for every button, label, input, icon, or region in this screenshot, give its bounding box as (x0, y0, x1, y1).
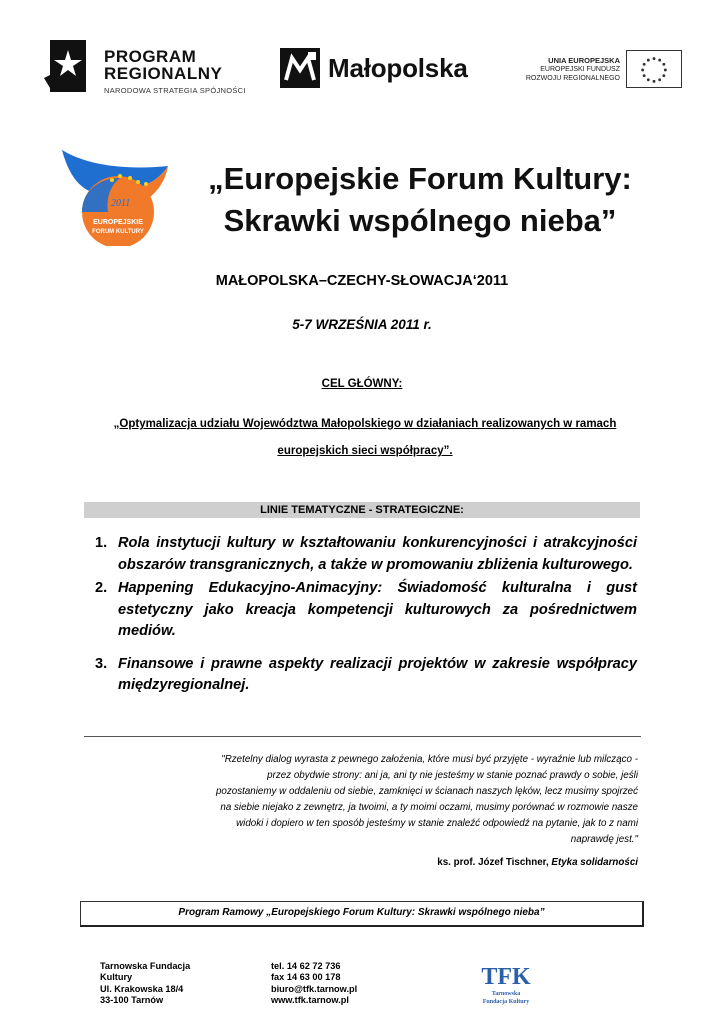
page-title (170, 158, 670, 242)
event-date: 5-7 WRZEŚNIA 2011 r. (292, 317, 432, 332)
title-line1: „Europejskie Forum Kultury: (208, 161, 632, 196)
quote-line: przez obydwie strony: ani ja, ani ty nie jesteśmy w stanie poznać prawdy o sobie, jeśli (267, 770, 638, 781)
program-regionalny-star-icon (40, 38, 96, 94)
thematic-lines-list (95, 533, 637, 697)
malopolska-wordmark: Małopolska (328, 53, 468, 83)
footer-email-link[interactable]: biuro@tfk.tarnow.pl (271, 983, 358, 994)
eu-flag-icon (626, 50, 682, 88)
goal-heading: CEL GŁÓWNY: (321, 378, 403, 390)
quote-work: Etyka solidarności (551, 857, 638, 868)
forum-logo-line2: FORUM KULTURY (92, 229, 144, 235)
thematic-lines-heading: LINIE TEMATYCZNE - STRATEGICZNE: (84, 502, 640, 518)
eu-line1: UNIA EUROPEJSKA (548, 56, 620, 65)
footer-address-line: Tarnowska Fundacja (100, 961, 191, 971)
footer-website-link[interactable]: www.tfk.tarnow.pl (271, 995, 349, 1006)
malopolska-mark-icon (280, 48, 320, 88)
tfk-logo-mark: TFK (481, 964, 531, 990)
footer-address-line: Ul. Krakowska 18/4 (100, 983, 184, 994)
eu-logo (512, 50, 684, 90)
list-item (95, 533, 637, 576)
quote-line: naprawdę jest." (570, 834, 638, 845)
quote (150, 752, 638, 848)
quote-author: ks. prof. Józef Tischner, (437, 857, 549, 868)
tfk-logo-line1: Tarnowska (491, 991, 521, 997)
eu-line2: EUROPEJSKI FUNDUSZ (540, 66, 620, 73)
footer-address-line: Kultury (100, 972, 133, 983)
footer-address (100, 961, 190, 1007)
list-item-text: Rola instytucji kultury w kształtowaniu konkurencyjności i atrakcyjności obszarów transgranicznych, a także w promowaniu zbliżenia kulturowego. (118, 535, 637, 573)
list-item-number: 2. (95, 580, 108, 596)
quote-citation (330, 857, 638, 868)
footer-address-line: 33-100 Tarnów (100, 995, 164, 1006)
program-box (80, 901, 644, 927)
quote-line: widoki i dopiero w ten sposób jesteśmy w stanie znaleźć odpowiedź na pytanie, jak to z nami (236, 818, 638, 829)
quote-line: "Rzetelny dialog wyrasta z pewnego założenia, które musi być przyjęte - wyraźnie lub milcząco - (221, 754, 638, 765)
list-item-number: 3. (95, 655, 108, 672)
program-regionalny-line1: PROGRAM (104, 47, 197, 66)
list-item (95, 578, 637, 643)
footer-fax: fax 14 63 00 178 (271, 972, 341, 983)
divider (84, 736, 641, 737)
tfk-logo (478, 958, 534, 1006)
footer-phone: tel. 14 62 72 736 (271, 961, 341, 971)
list-item-number: 1. (95, 535, 108, 551)
subtitle: MAŁOPOLSKA–CZECHY-SŁOWACJA‘2011 (215, 273, 509, 289)
goal-text: „Optymalizacja udziału Województwa Małopolskiego w działaniach realizowanych w ramach europejskich sieci współpracy”. (113, 418, 617, 457)
list-item (95, 654, 637, 697)
program-box-text: Program Ramowy „Europejskiego Forum Kultury: Skrawki wspólnego nieba” (178, 907, 545, 918)
footer-contact (271, 961, 357, 1007)
quote-line: pozostaniemy w oddaleniu od siebie, zamknięci w ścianach naszych lęków, lecz musimy spojrzeć (215, 786, 638, 797)
program-regionalny-line3: NARODOWA STRATEGIA SPÓJNOŚCI (104, 86, 246, 95)
quote-line: na siebie niejako z zewnętrz, ja twoimi, a ty moimi oczami, musimy porównać w rozmowie nasze (220, 802, 638, 813)
program-regionalny-line2: REGIONALNY (104, 64, 223, 83)
malopolska-logo (280, 48, 486, 90)
list-item-text: Happening Edukacyjno-Animacyjny: Świadomość kulturalna i gust estetyczny jako kreacja kompetencji kulturowych za pośrednictwem mediów. (118, 580, 637, 639)
forum-logo-year: 2011 (111, 198, 131, 209)
title-line2: Skrawki wspólnego nieba” (223, 203, 617, 238)
forum-logo-line1: EUROPEJSKIE (93, 219, 143, 226)
eu-line3: ROZWOJU REGIONALNEGO (525, 75, 620, 82)
forum-kultury-logo (58, 146, 176, 246)
list-item-text: Finansowe i prawne aspekty realizacji projektów w zakresie współpracy międzyregionalnej. (118, 655, 637, 693)
tfk-logo-line2: Fundacja Kultury (482, 999, 530, 1005)
program-regionalny-logo (40, 38, 255, 100)
